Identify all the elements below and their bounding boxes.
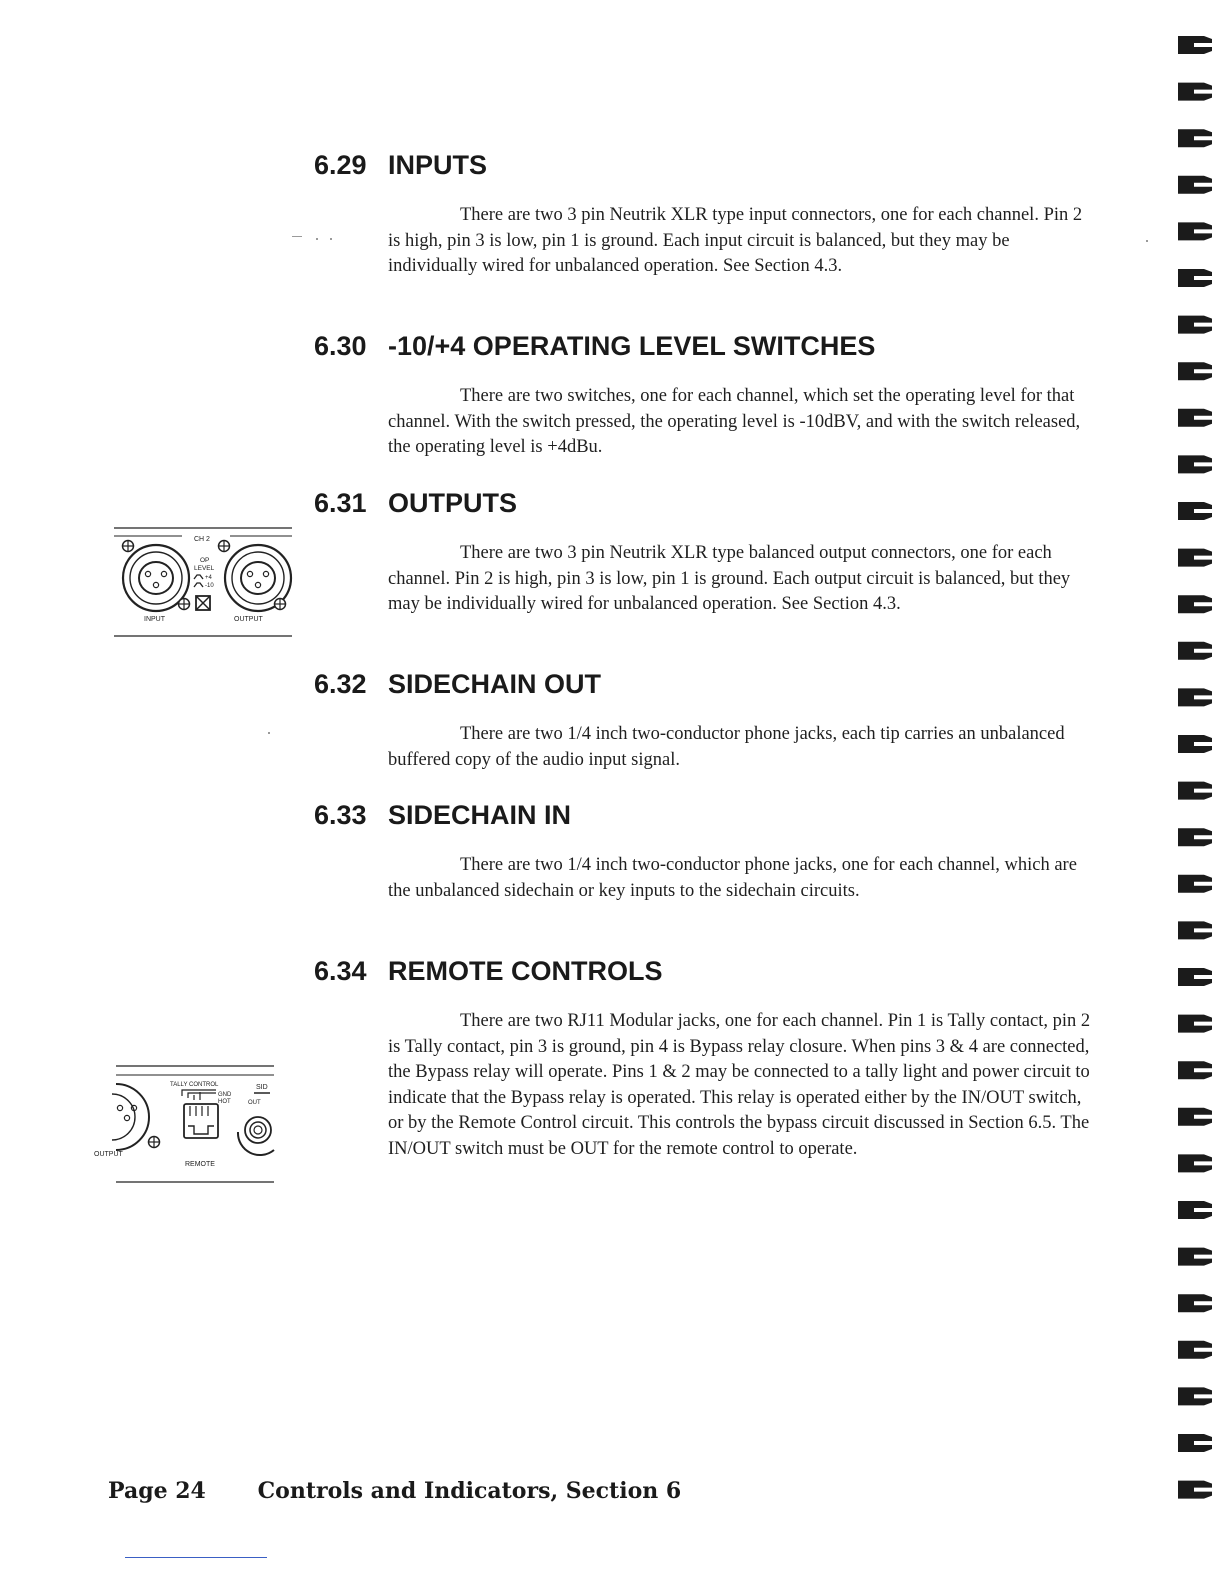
section-body: There are two RJ11 Modular jacks, one for each channel. Pin 1 is Tally contact, pin 2 is Tally contact, pin 3 is ground, pin 4 is Bypass relay closure. When pins 3 & 4 are connected, the Bypass relay will operate. Pins 1 & 2 may be connected to a tally light and power circuit to indicate that the Bypass relay is operated. This relay is operated either by the IN/OUT switch, or by the Remote Control circuit. This controls the bypass circuit discussed in Section 6.5. The IN/OUT switch must be OUT for the remote control to operate. xyxy=(388,1011,1091,1159)
section-heading xyxy=(314,488,1104,519)
plus4-label: +4 xyxy=(205,575,212,581)
binding-coil xyxy=(1178,455,1212,473)
level-label: LEVEL xyxy=(194,565,215,572)
scan-mark xyxy=(292,236,302,237)
section-body: There are two 3 pin Neutrik XLR type balanced output connectors, one for each channel. Pin 2 is high, pin 3 is low, pin 1 is ground. Each output circuit is balanced, but they may be individually wired for unbalanced operation. See Section 4.3. xyxy=(388,543,1071,614)
section-body: There are two switches, one for each channel, which set the operating level for that channel. With the switch pressed, the operating level is -10dBV, and with the switch released, the operating level is +4dBu. xyxy=(388,386,1081,457)
io-connector-figure xyxy=(108,522,298,642)
section-number: 6.30 xyxy=(314,331,367,361)
scan-mark xyxy=(1146,240,1148,242)
binding-coil xyxy=(1178,36,1212,54)
binding-coil xyxy=(1178,828,1212,846)
section-6-33 xyxy=(314,800,1104,904)
section-body: There are two 1/4 inch two-conductor phone jacks, one for each channel, which are the unbalanced sidechain or key inputs to the sidechain circuits. xyxy=(388,855,1077,901)
binding-coil xyxy=(1178,1434,1212,1452)
binding-coil xyxy=(1178,1201,1212,1219)
binding-coil xyxy=(1178,1481,1212,1499)
binding-coil xyxy=(1178,222,1212,240)
footer-title: Controls and Indicators, Section 6 xyxy=(257,1478,682,1504)
screw-icon xyxy=(149,1137,160,1148)
binding-coil xyxy=(1178,1248,1212,1266)
spiral-binding xyxy=(1176,28,1216,1528)
binding-coil xyxy=(1178,875,1212,893)
section-heading xyxy=(314,956,1104,987)
minus10-label: -10 xyxy=(205,583,214,589)
hot-label: HOT xyxy=(218,1099,231,1105)
binding-coil xyxy=(1178,688,1212,706)
scan-mark xyxy=(330,238,332,240)
binding-coil xyxy=(1178,782,1212,800)
remote-label: REMOTE xyxy=(185,1161,215,1168)
screw-icon xyxy=(123,541,134,552)
section-6-32 xyxy=(314,669,1104,773)
binding-coil xyxy=(1178,269,1212,287)
section-title: OUTPUTS xyxy=(388,488,518,518)
binding-coil xyxy=(1178,549,1212,567)
tally-control-label: TALLY CONTROL xyxy=(170,1082,219,1088)
section-title: INPUTS xyxy=(388,150,488,180)
binding-coil xyxy=(1178,129,1212,147)
section-title: SIDECHAIN IN xyxy=(388,800,572,830)
out-label: OUT xyxy=(248,1100,261,1106)
binding-coil xyxy=(1178,1294,1212,1312)
section-body: There are two 3 pin Neutrik XLR type input connectors, one for each channel. Pin 2 is high, pin 3 is low, pin 1 is ground. Each input circuit is balanced, but they may be individually wired for unbalanced operation. See Section 4.3. xyxy=(388,205,1083,276)
section-body: There are two 1/4 inch two-conductor phone jacks, each tip carries an unbalanced buffered copy of the audio input signal. xyxy=(388,724,1065,770)
input-label: INPUT xyxy=(144,616,165,623)
binding-coil xyxy=(1178,968,1212,986)
binding-coil xyxy=(1178,1154,1212,1172)
level-switch-icon xyxy=(196,596,210,610)
scan-mark xyxy=(268,732,270,734)
section-title: REMOTE CONTROLS xyxy=(388,956,663,986)
binding-coil xyxy=(1178,1341,1212,1359)
section-6-30 xyxy=(314,331,1104,461)
section-title: SIDECHAIN OUT xyxy=(388,669,602,699)
phone-jack-icon xyxy=(238,1117,274,1155)
screw-icon xyxy=(219,541,230,552)
scan-underline xyxy=(125,1557,267,1558)
op-label: OP xyxy=(200,557,210,564)
scan-mark xyxy=(316,238,318,240)
binding-coil xyxy=(1178,921,1212,939)
ch-label: CH 2 xyxy=(194,536,210,543)
section-heading xyxy=(314,331,1104,362)
page-number: Page 24 xyxy=(108,1478,206,1504)
page-footer xyxy=(108,1478,681,1504)
section-6-31 xyxy=(314,488,1104,618)
binding-coil xyxy=(1178,83,1212,101)
binding-coil xyxy=(1178,1061,1212,1079)
section-number: 6.29 xyxy=(314,150,367,180)
section-heading xyxy=(314,800,1104,831)
section-title: -10/+4 OPERATING LEVEL SWITCHES xyxy=(388,331,876,361)
binding-coil xyxy=(1178,1015,1212,1033)
binding-coil xyxy=(1178,1108,1212,1126)
binding-coil xyxy=(1178,362,1212,380)
gnd-label: GND xyxy=(218,1092,232,1098)
binding-coil xyxy=(1178,735,1212,753)
section-heading xyxy=(314,669,1104,700)
section-6-29 xyxy=(314,150,1104,280)
section-number: 6.34 xyxy=(314,956,367,986)
rj11-jack-icon xyxy=(184,1104,218,1138)
output-label: OUTPUT xyxy=(94,1151,123,1158)
xlr-output-connector xyxy=(112,1084,149,1150)
screw-icon xyxy=(275,599,286,610)
binding-coil xyxy=(1178,642,1212,660)
section-number: 6.33 xyxy=(314,800,367,830)
section-number: 6.31 xyxy=(314,488,367,518)
binding-coil xyxy=(1178,502,1212,520)
section-number: 6.32 xyxy=(314,669,367,699)
screw-icon xyxy=(179,599,190,610)
binding-coil xyxy=(1178,1387,1212,1405)
binding-coil xyxy=(1178,176,1212,194)
remote-connector-figure xyxy=(94,1060,278,1186)
sid-label: SID xyxy=(256,1084,268,1091)
output-label: OUTPUT xyxy=(234,616,263,623)
section-6-34 xyxy=(314,956,1104,1162)
binding-coil xyxy=(1178,595,1212,613)
section-heading xyxy=(314,150,1104,181)
binding-coil xyxy=(1178,316,1212,334)
binding-coil xyxy=(1178,409,1212,427)
